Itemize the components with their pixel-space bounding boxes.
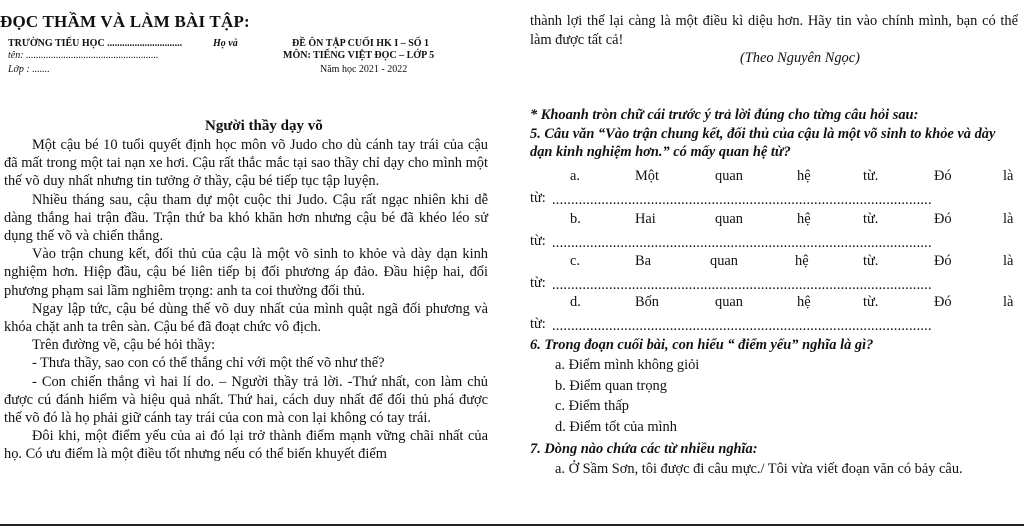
option-text: từ. bbox=[863, 253, 879, 269]
class-field: Lớp : ....... bbox=[8, 64, 50, 75]
fill-in-blank[interactable]: .................................................................................................... bbox=[552, 318, 932, 334]
story-paragraph: Trên đường về, cậu bé hỏi thầy: bbox=[32, 337, 216, 354]
q5-option-b[interactable] bbox=[530, 211, 1018, 251]
question-6: 6. Trong đoạn cuối bài, con hiểu “ điểm yếu” nghĩa là gì? bbox=[530, 337, 874, 353]
q5-option-d[interactable] bbox=[530, 294, 1018, 334]
question-7: 7. Dòng nào chứa các từ nhiều nghĩa: bbox=[530, 441, 758, 457]
question-5: 5. Câu văn “Vào trận chung kết, đối thủ của cậu là một võ sinh to khỏe và dày dạn kinh nghiệm hơn.” có mấy quan hệ từ? bbox=[530, 125, 996, 160]
option-letter: d. bbox=[570, 294, 581, 310]
fill-prefix: từ: bbox=[530, 190, 546, 206]
option-text: từ. bbox=[863, 168, 879, 184]
q6-options bbox=[555, 355, 699, 437]
fill-in-blank[interactable]: .................................................................................................... bbox=[552, 277, 932, 293]
q7-options bbox=[555, 459, 963, 480]
story-paragraph: Vào trận chung kết, đối thủ của cậu là một võ sinh to khỏe và dày dạn kinh nghiệm hơn. Hiệp đầu, cậu bé liên tiếp bị đối phương áp đảo. Đầu hiệp hai, đối phương phạm sai lầm nghiêm trọng: anh ta coi thường đối thủ. bbox=[4, 246, 488, 299]
story-paragraph: Một cậu bé 10 tuổi quyết định học môn võ Judo cho dù cánh tay trái của cậu đã mất trong một tai nạn xe hơi. Cậu rất thắc mắc tại sao thầy chỉ dạy cho mình một thế võ duy nhất nhưng tin tưởng ở thầy, cậu bé tiếp tục tập luyện. bbox=[4, 137, 488, 190]
school-name: TRƯỜNG TIỂU HỌC .............................. bbox=[8, 38, 183, 49]
story-paragraph: - Con chiến thắng vì hai lí do. – Người thầy trả lời. -Thứ nhất, con làm chủ được cú đánh hiểm và hiệu quả nhất. Thứ hai, cách duy nhất để đối thủ phá được thế võ đó là họ phải giữ cánh tay trái của con mà con lại không có tay trái. bbox=[4, 373, 488, 427]
option-text: Đó bbox=[934, 168, 952, 184]
q6-option-a[interactable]: a. Điểm mình không giỏi bbox=[555, 357, 700, 373]
school-year: Năm học 2021 - 2022 bbox=[320, 64, 408, 75]
q5-option-a[interactable] bbox=[530, 168, 1018, 208]
story-paragraph: Nhiều tháng sau, cậu tham dự một cuộc thi Judo. Cậu rất ngạc nhiên khi dễ dàng thắng hai trận đầu. Trận thứ ba khó khăn hơn nhưng cậu bé đã khéo léo sử dụng thế võ và chiến thắng. bbox=[4, 191, 488, 245]
story-paragraph: Đôi khi, một điểm yếu của ai đó lại trở thành điểm mạnh vững chãi nhất của họ. Có ưu điểm là một điều tốt nhưng nếu có thể biến khuyết điểm bbox=[4, 428, 488, 463]
story-continuation bbox=[530, 12, 1018, 49]
fill-in-blank[interactable]: .................................................................................................... bbox=[552, 192, 932, 208]
story-paragraph: - Thưa thầy, sao con có thể thắng chỉ với một thế võ như thế? bbox=[32, 355, 385, 372]
option-letter: b. bbox=[570, 211, 581, 227]
option-text: quan bbox=[715, 211, 743, 227]
option-letter: a. bbox=[570, 168, 580, 184]
story-title: Người thầy dạy võ bbox=[205, 118, 323, 134]
fill-in-blank[interactable]: .................................................................................................... bbox=[552, 235, 932, 251]
option-text: từ. bbox=[863, 211, 879, 227]
option-word: Ba bbox=[635, 253, 651, 269]
q6-option-b[interactable]: b. Điểm quan trọng bbox=[555, 377, 667, 394]
exam-subject: MÔN: TIẾNG VIỆT ĐỌC – LỚP 5 bbox=[283, 50, 435, 61]
option-letter: c. bbox=[570, 253, 580, 269]
section-title: ĐỌC THẦM VÀ LÀM BÀI TẬP: bbox=[0, 12, 250, 31]
option-word: Bốn bbox=[635, 294, 659, 310]
q5-option-c[interactable] bbox=[530, 253, 1018, 293]
q6-option-d[interactable]: d. Điểm tốt của mình bbox=[555, 418, 677, 435]
option-text: hệ bbox=[797, 168, 811, 184]
option-text: Đó bbox=[934, 294, 952, 310]
fill-prefix: từ: bbox=[530, 316, 546, 332]
instruction: * Khoanh tròn chữ cái trước ý trả lời đúng cho từng câu hỏi sau: bbox=[530, 107, 919, 123]
option-text: quan bbox=[710, 253, 738, 269]
option-text: là bbox=[1003, 168, 1014, 184]
option-text: Đó bbox=[934, 253, 952, 269]
story-body bbox=[4, 136, 488, 464]
option-text: Đó bbox=[934, 211, 952, 227]
fill-prefix: từ: bbox=[530, 233, 546, 249]
story-author: (Theo Nguyên Ngọc) bbox=[740, 50, 860, 66]
option-text: hệ bbox=[797, 211, 811, 227]
option-text: hệ bbox=[797, 294, 811, 310]
q7-option-a[interactable]: a. Ở Sầm Sơn, tôi được đi câu mực./ Tôi vừa viết đoạn văn có bảy câu. bbox=[555, 461, 963, 477]
exam-title: ĐỀ ÔN TẬP CUỐI HK I – SỐ 1 bbox=[292, 38, 430, 49]
option-text: quan bbox=[715, 168, 743, 184]
option-word: Một bbox=[635, 168, 659, 184]
option-text: hệ bbox=[795, 253, 809, 269]
bottom-divider bbox=[0, 524, 1024, 526]
questions-block bbox=[530, 106, 1018, 162]
option-text: là bbox=[1003, 211, 1014, 227]
option-text: là bbox=[1003, 294, 1014, 310]
option-word: Hai bbox=[635, 211, 656, 227]
name-label: Họ và bbox=[213, 38, 238, 49]
option-text: quan bbox=[715, 294, 743, 310]
q6-option-c[interactable]: c. Điểm thấp bbox=[555, 398, 629, 415]
story-paragraph: Ngay lập tức, cậu bé dùng thế võ duy nhất của mình quật ngã đối phương và khóa chặt anh ta trên sàn. Cậu bé đã đoạt chức vô địch. bbox=[4, 300, 488, 336]
name-field: tên: ..................................................... bbox=[8, 50, 159, 61]
continuation-text: thành lợi thế lại càng là một điều kì diệu hơn. Hãy tin vào chính mình, bạn có thể làm được tất cả! bbox=[530, 13, 1018, 48]
option-text: từ. bbox=[863, 294, 879, 310]
option-text: là bbox=[1003, 253, 1014, 269]
fill-prefix: từ: bbox=[530, 275, 546, 291]
